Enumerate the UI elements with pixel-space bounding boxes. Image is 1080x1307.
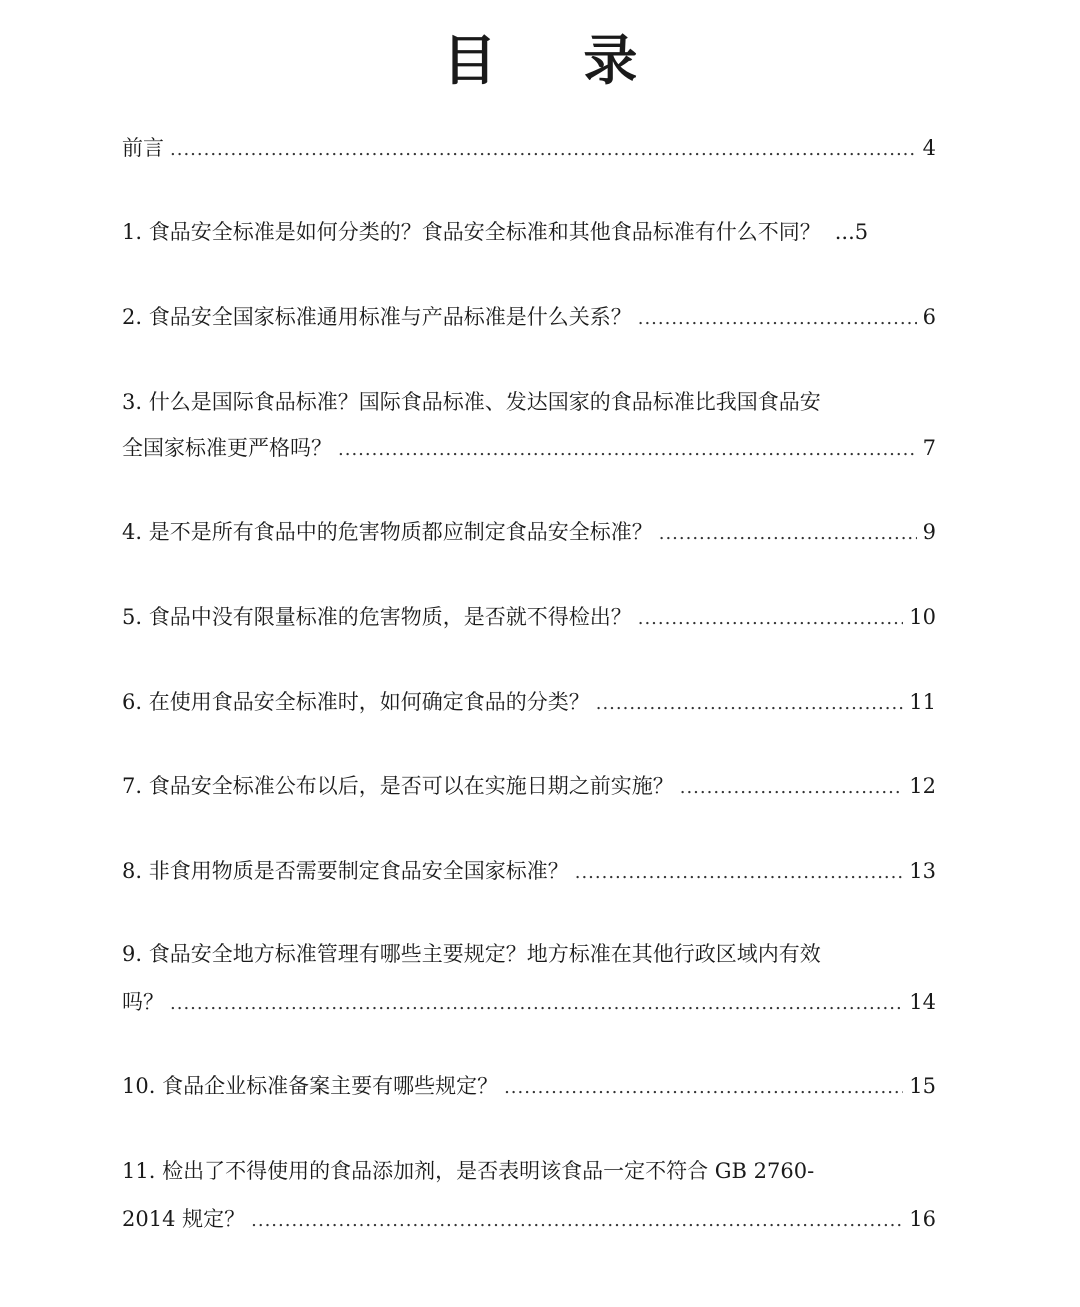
toc-entry-text: 6. 在使用食品安全标准时，如何确定食品的分类？	[122, 690, 590, 714]
leader-dots	[680, 768, 904, 808]
page-title: 目 录	[442, 28, 672, 92]
toc-entry-text: 4. 是不是所有食品中的危害物质都应制定食品安全标准？	[122, 520, 653, 544]
toc-entry-text: 10. 食品企业标准备案主要有哪些规定？	[122, 1074, 499, 1098]
toc-entry-3-line1[interactable]	[122, 382, 936, 422]
toc-page-number: 13	[909, 859, 936, 883]
toc-page-number: ...5	[834, 220, 869, 244]
toc-entry-text: 全国家标准更严格吗？	[122, 436, 332, 460]
toc-page-number: 16	[909, 1207, 936, 1231]
toc-entry-10[interactable]	[122, 1066, 936, 1106]
toc-entry-text: 2. 食品安全国家标准通用标准与产品标准是什么关系？	[122, 305, 632, 329]
toc-entry-4[interactable]	[122, 512, 936, 552]
toc-entry-text: 5. 食品中没有限量标准的危害物质，是否就不得检出？	[122, 605, 632, 629]
toc-entry-text: 2014 规定？	[122, 1207, 246, 1231]
toc-entry-11-line2[interactable]	[122, 1199, 936, 1239]
toc-page-number: 10	[909, 605, 936, 629]
toc-page-number: 6	[922, 305, 936, 329]
leader-dots	[596, 684, 904, 724]
toc-entry-2[interactable]	[122, 297, 936, 337]
toc-entry-1[interactable]	[122, 212, 936, 252]
leader-dots	[575, 853, 904, 893]
toc-entry-3-line2[interactable]	[122, 428, 936, 468]
toc-entry-text: 8. 非食用物质是否需要制定食品安全国家标准？	[122, 859, 569, 883]
toc-entry-9-line2[interactable]	[122, 982, 936, 1022]
leader-dots	[251, 1201, 903, 1241]
leader-dots	[638, 299, 917, 339]
toc-entry-text: 吗？	[122, 990, 164, 1014]
toc-page-number: 11	[909, 690, 936, 714]
leader-dots	[638, 599, 904, 639]
toc-entry-text: 前言	[122, 136, 164, 160]
toc-page-number: 4	[922, 136, 936, 160]
toc-entry-text: 9. 食品安全地方标准管理有哪些主要规定？地方标准在其他行政区域内有效	[122, 942, 821, 966]
toc-entry-text: 1. 食品安全标准是如何分类的？食品安全标准和其他食品标准有什么不同？	[122, 220, 821, 244]
leader-dots	[504, 1068, 903, 1108]
toc-entry-text: 7. 食品安全标准公布以后，是否可以在实施日期之前实施？	[122, 774, 674, 798]
toc-page-number: 9	[922, 520, 936, 544]
toc-page-number: 15	[909, 1074, 936, 1098]
toc-page-number: 12	[909, 774, 936, 798]
toc-entry-11-line1[interactable]	[122, 1151, 936, 1191]
toc-entry-8[interactable]	[122, 851, 936, 891]
toc-entry-7[interactable]	[122, 766, 936, 806]
toc-entry-text: 3. 什么是国际食品标准？国际食品标准、发达国家的食品标准比我国食品安	[122, 390, 821, 414]
toc-entry-text: 11. 检出了不得使用的食品添加剂，是否表明该食品一定不符合 GB 2760-	[122, 1159, 815, 1183]
leader-dots	[170, 130, 917, 170]
toc-entry-6[interactable]	[122, 682, 936, 722]
toc-entry-preface[interactable]	[122, 128, 936, 168]
leader-dots	[170, 984, 903, 1024]
leader-dots	[659, 514, 917, 554]
toc-entry-5[interactable]	[122, 597, 936, 637]
toc-entry-9-line1[interactable]	[122, 934, 936, 974]
toc-page-number: 7	[922, 436, 936, 460]
leader-dots	[338, 430, 917, 470]
toc-page-number: 14	[909, 990, 936, 1014]
